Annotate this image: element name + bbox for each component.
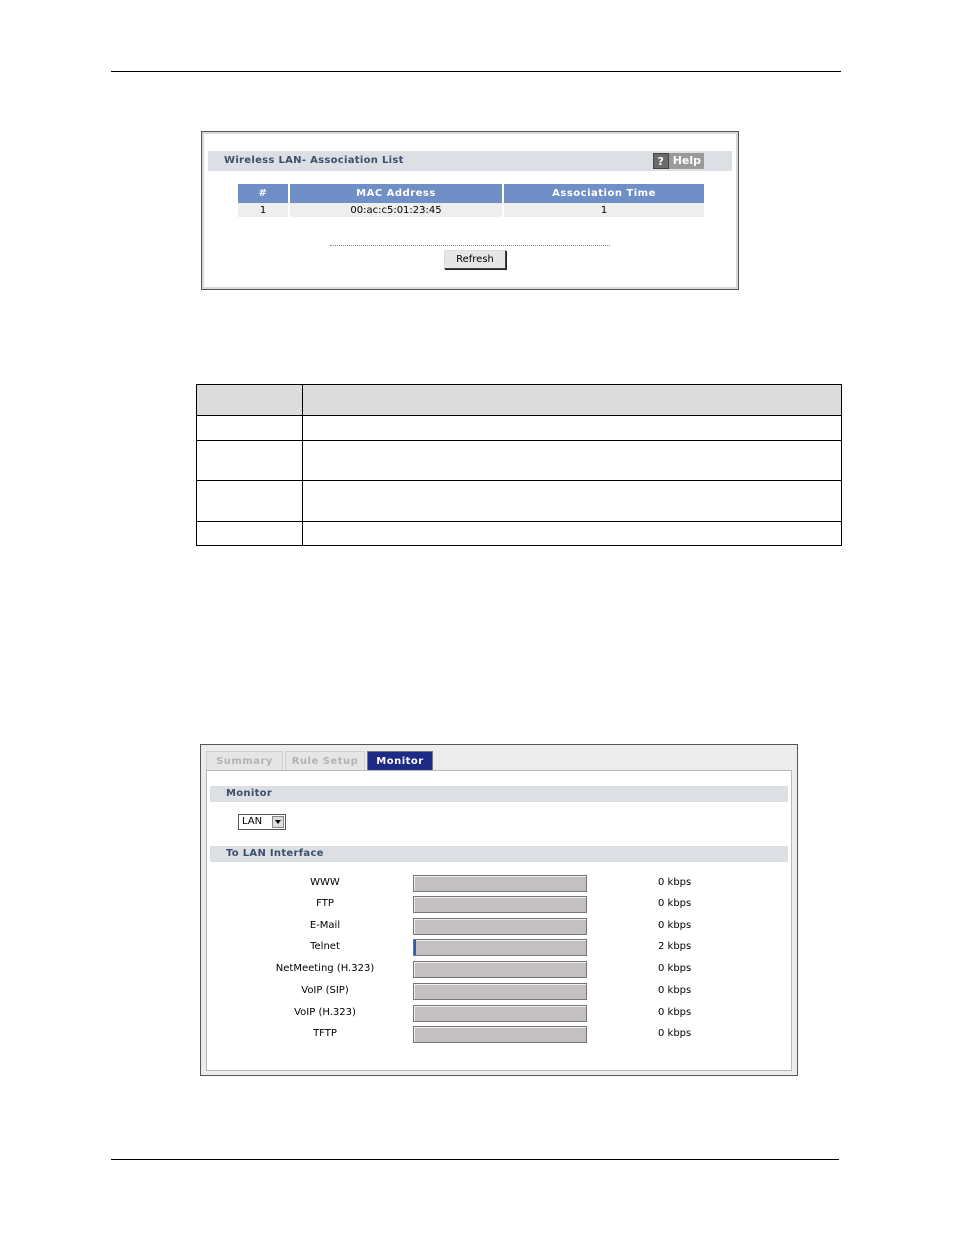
service-label: VoIP (SIP) [301, 985, 349, 996]
cell-index: 1 [238, 203, 288, 217]
usage-bar [413, 1026, 587, 1043]
col-index: # [238, 184, 288, 203]
rate-value: 0 kbps [658, 1028, 692, 1039]
header-cell [197, 385, 303, 416]
header-cell [303, 385, 842, 416]
association-table [236, 184, 706, 217]
list-item [207, 938, 791, 958]
panel-title: Wireless LAN- Association List [224, 155, 404, 166]
table-row [197, 481, 842, 522]
usage-bar [413, 939, 587, 956]
tab-rule-setup[interactable]: Rule Setup [285, 751, 365, 770]
section-header-monitor [210, 786, 788, 802]
dotted-divider [330, 245, 610, 246]
cell-mac-address: 00:ac:c5:01:23:45 [290, 203, 502, 217]
list-item [207, 982, 791, 1002]
list-item [207, 1025, 791, 1045]
rate-value: 0 kbps [658, 898, 692, 909]
rate-value: 0 kbps [658, 963, 692, 974]
rate-value: 0 kbps [658, 1007, 692, 1018]
service-label: FTP [316, 898, 334, 909]
footer-rule [111, 1159, 839, 1160]
table-row [238, 203, 704, 217]
help-button[interactable] [653, 152, 704, 169]
service-label: NetMeeting (H.323) [275, 963, 375, 974]
list-item [207, 1004, 791, 1024]
help-icon: ? [653, 153, 669, 169]
cell-association-time: 1 [504, 203, 704, 217]
usage-bar [413, 983, 587, 1000]
help-label: Help [669, 153, 704, 169]
list-item [207, 960, 791, 980]
interface-select-value: LAN [242, 816, 263, 827]
monitor-content [206, 770, 792, 1071]
tab-monitor[interactable]: Monitor [367, 751, 433, 770]
section-header-interface [210, 846, 788, 862]
service-label: VoIP (H.323) [294, 1007, 356, 1018]
list-item [207, 917, 791, 937]
description-table [196, 384, 842, 546]
interface-select[interactable] [238, 814, 286, 830]
usage-bar [413, 961, 587, 978]
table-row [197, 416, 842, 441]
list-item [207, 874, 791, 894]
service-label: TFTP [313, 1028, 337, 1039]
table-row [197, 441, 842, 481]
rate-value: 0 kbps [658, 920, 692, 931]
section-title: Monitor [226, 788, 273, 799]
bandwidth-monitor-panel [200, 744, 798, 1076]
association-title-bar [208, 151, 732, 171]
rate-value: 0 kbps [658, 985, 692, 996]
usage-bar [413, 1005, 587, 1022]
refresh-button[interactable]: Refresh [444, 250, 506, 269]
header-rule [111, 71, 841, 72]
rate-value: 0 kbps [658, 877, 692, 888]
usage-bar-fill [414, 940, 416, 955]
usage-bar [413, 875, 587, 892]
service-label: WWW [310, 877, 340, 888]
col-association-time: Association Time [504, 184, 704, 203]
table-row [197, 522, 842, 546]
list-item [207, 895, 791, 915]
rate-value: 2 kbps [658, 941, 692, 952]
chevron-down-icon[interactable] [272, 816, 284, 828]
table-header-row [197, 385, 842, 416]
usage-bar [413, 896, 587, 913]
col-mac-address: MAC Address [290, 184, 502, 203]
service-label: E-Mail [309, 920, 341, 931]
tab-summary[interactable]: Summary [206, 751, 283, 770]
association-list-panel [201, 131, 739, 290]
usage-bar [413, 918, 587, 935]
service-label: Telnet [310, 941, 340, 952]
section-title: To LAN Interface [226, 848, 324, 859]
